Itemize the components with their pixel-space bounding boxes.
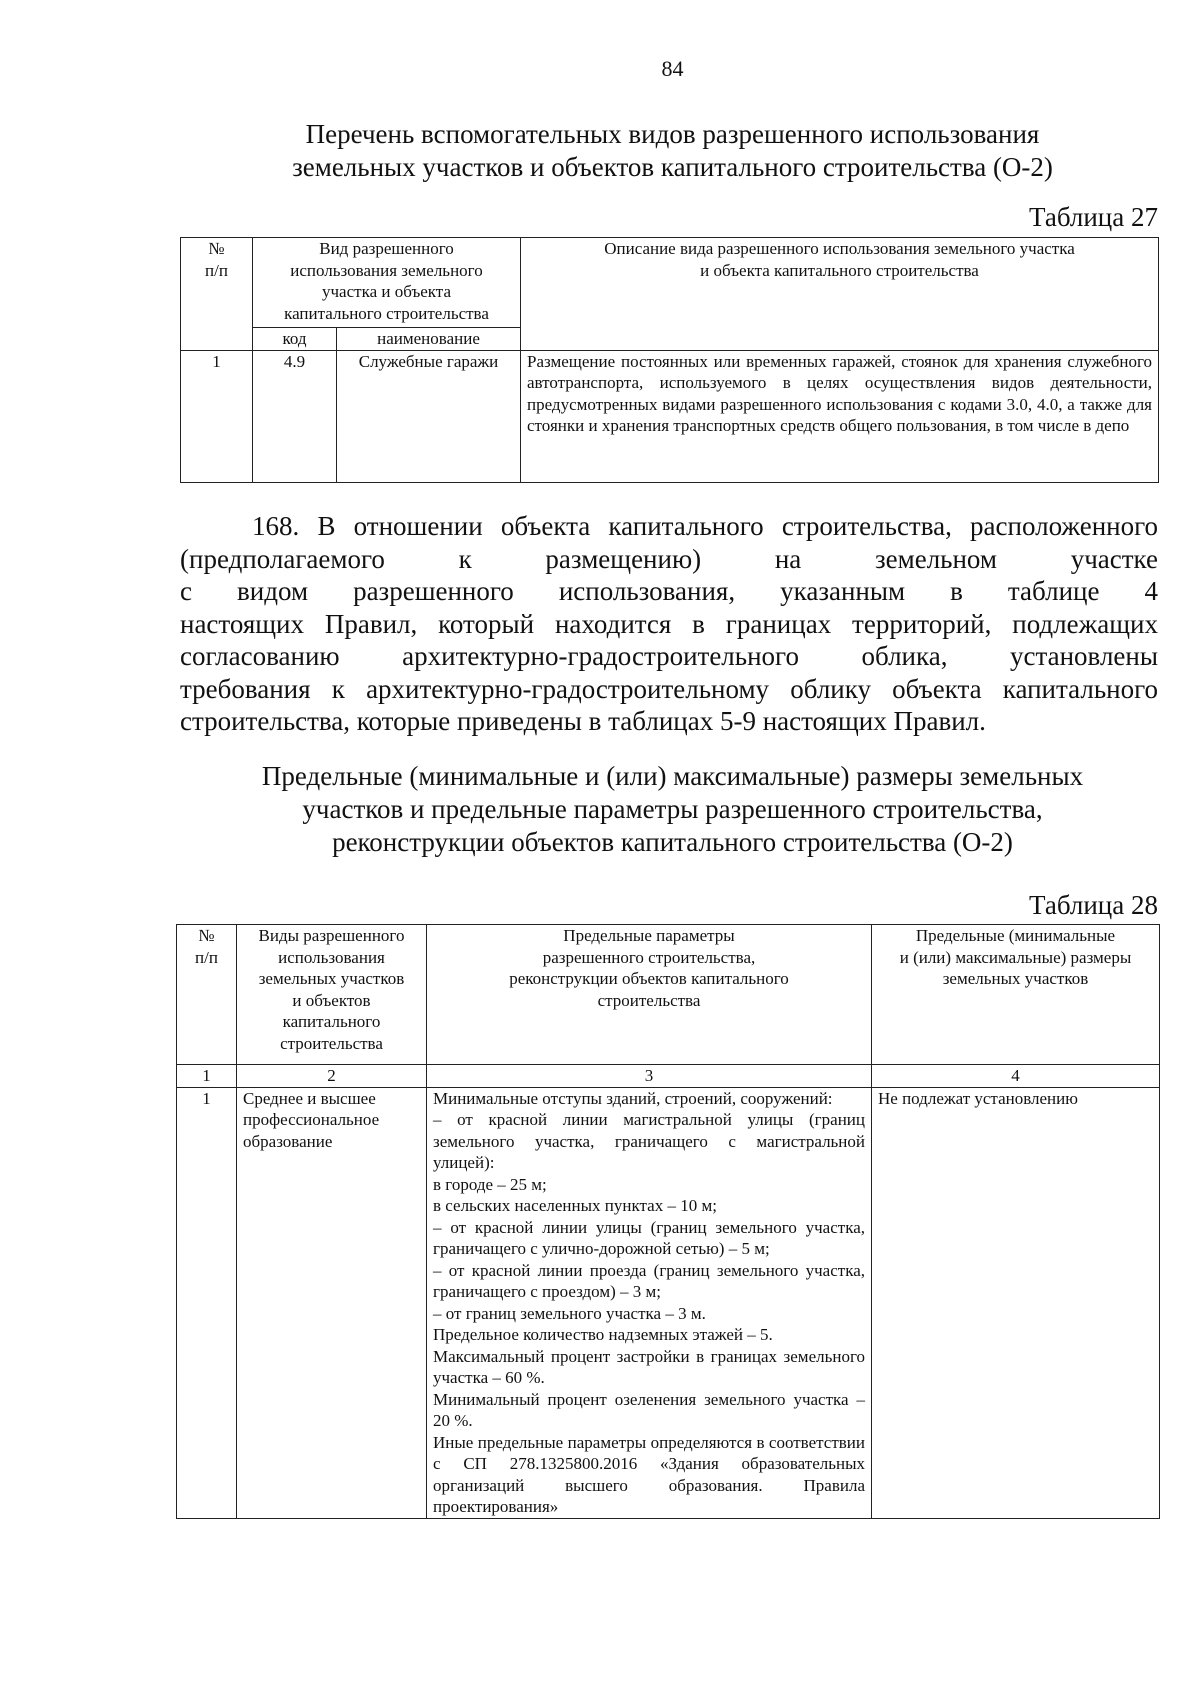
col-number: 4 bbox=[872, 1065, 1160, 1088]
table-28 bbox=[176, 924, 1160, 1519]
table-28-label: Таблица 28 bbox=[1029, 890, 1158, 920]
table-27-label: Таблица 27 bbox=[1029, 202, 1158, 232]
param-line: Иные предельные параметры определяются в соответствии с СП 278.1325800.2016 «Здания образовательных организаций высшего образования. Правила проектирования» bbox=[433, 1432, 865, 1516]
header-text: Описание вида разрешенного использования земельного участка bbox=[604, 239, 1075, 258]
header-text: Вид разрешенного bbox=[319, 239, 454, 258]
param-line: Минимальные отступы зданий, строений, сооружений: bbox=[433, 1088, 833, 1108]
row-name: Служебные гаражи bbox=[337, 350, 521, 482]
param-line: Предельное количество надземных этажей – 5. bbox=[433, 1325, 773, 1344]
header-text: реконструкции объектов капитального bbox=[509, 969, 789, 988]
row-num: 1 bbox=[181, 350, 253, 482]
header-text: Виды разрешенного bbox=[258, 926, 405, 945]
header-text: Предельные параметры bbox=[563, 926, 735, 945]
col-number: 1 bbox=[177, 1065, 237, 1088]
header-description bbox=[521, 238, 1159, 351]
paragraph-line: настоящих Правил, который находится в границах территорий, подлежащих bbox=[180, 608, 1158, 639]
header-text: № bbox=[198, 926, 215, 945]
paragraph-line: (предполагаемого к размещению) на земельном участке bbox=[180, 543, 1158, 574]
header-text: капитального bbox=[282, 1012, 381, 1031]
param-line: Максимальный процент застройки в границах земельного участка – 60 %. bbox=[433, 1346, 865, 1387]
header-text: п/п bbox=[205, 260, 228, 280]
paragraph-168 bbox=[180, 510, 1158, 738]
header-text: капитального строительства bbox=[284, 303, 489, 323]
header-text: строительства bbox=[280, 1033, 383, 1053]
heading-auxiliary-uses bbox=[180, 118, 1165, 184]
col-number: 3 bbox=[427, 1065, 872, 1088]
row-num: 1 bbox=[177, 1087, 237, 1518]
heading-line: земельных участков и объектов капитального строительства (О-2) bbox=[292, 152, 1053, 182]
header-text: и (или) максимальные) размеры bbox=[899, 947, 1132, 967]
paragraph-line: с видом разрешенного использования, указанным в таблице 4 bbox=[180, 576, 1158, 606]
page-number: 84 bbox=[661, 56, 684, 81]
row-kind: Среднее и высшее профессиональное образование bbox=[237, 1087, 427, 1518]
row-code: 4.9 bbox=[253, 350, 337, 482]
header-sizes bbox=[872, 925, 1160, 1065]
paragraph-line: требования к архитектурно-градостроительному облику объекта капитального bbox=[180, 673, 1158, 704]
row-params bbox=[427, 1087, 872, 1518]
header-num bbox=[181, 238, 253, 351]
param-line: – от границ земельного участка – 3 м. bbox=[433, 1303, 706, 1323]
param-line: – от красной линии улицы (границ земельного участка, граничащего с улично-дорожной сетью) – 5 м; bbox=[433, 1217, 865, 1258]
header-params bbox=[427, 925, 872, 1065]
header-num bbox=[177, 925, 237, 1065]
paragraph-line: согласованию архитектурно-градостроительного облика, установлены bbox=[180, 641, 1158, 671]
header-text: и объектов bbox=[292, 990, 371, 1010]
heading-line: Перечень вспомогательных видов разрешенного использования bbox=[305, 119, 1040, 149]
header-text: использования bbox=[278, 947, 385, 967]
header-kinds bbox=[237, 925, 427, 1065]
heading-line: участков и предельные параметры разрешенного строительства, bbox=[302, 794, 1043, 824]
param-line: – от красной линии проезда (границ земельного участка, граничащего с проездом) – 3 м; bbox=[433, 1260, 865, 1301]
table-27 bbox=[180, 237, 1159, 483]
header-name: наименование bbox=[337, 328, 521, 351]
param-line: – от красной линии магистральной улицы (границ земельного участка, граничащего с магистральной улицей): bbox=[433, 1110, 865, 1172]
table-row bbox=[181, 350, 1159, 482]
header-text: земельных участков bbox=[258, 969, 405, 988]
param-line: в городе – 25 м; bbox=[433, 1174, 547, 1194]
header-text: разрешенного строительства, bbox=[542, 947, 756, 967]
header-text: использования земельного bbox=[290, 260, 483, 280]
paragraph-line: 168. В отношении объекта капитального строительства, расположенного bbox=[252, 511, 1158, 541]
header-code: код bbox=[253, 328, 337, 351]
table-row bbox=[177, 1087, 1160, 1518]
header-kind bbox=[253, 238, 521, 328]
heading-line: реконструкции объектов капитального строительства (О-2) bbox=[332, 827, 1013, 857]
heading-limit-sizes bbox=[180, 760, 1165, 859]
row-description: Размещение постоянных или временных гаражей, стоянок для хранения служебного автотранспорта, используемого в целях осуществления видов деятельности, предусмотренных видами разрешенного использования с кодами 3.0, 4.0, а также для стоянки и хранения транспортных средств общего пользования, в том числе в депо bbox=[521, 350, 1159, 482]
header-text: № bbox=[208, 239, 225, 258]
header-text: земельных участков bbox=[942, 969, 1089, 988]
header-text: Предельные (минимальные bbox=[915, 926, 1116, 945]
header-text: п/п bbox=[195, 947, 218, 967]
header-text: строительства bbox=[597, 990, 701, 1010]
param-line: в сельских населенных пунктах – 10 м; bbox=[433, 1196, 717, 1215]
paragraph-line: строительства, которые приведены в таблицах 5-9 настоящих Правил. bbox=[180, 706, 986, 736]
col-number: 2 bbox=[237, 1065, 427, 1088]
param-line: Минимальный процент озеленения земельного участка – 20 %. bbox=[433, 1389, 865, 1430]
row-sizes: Не подлежат установлению bbox=[872, 1087, 1160, 1518]
header-text: и объекта капитального строительства bbox=[700, 260, 979, 280]
heading-line: Предельные (минимальные и (или) максимальные) размеры земельных bbox=[261, 761, 1084, 791]
header-text: участка и объекта bbox=[322, 282, 451, 301]
